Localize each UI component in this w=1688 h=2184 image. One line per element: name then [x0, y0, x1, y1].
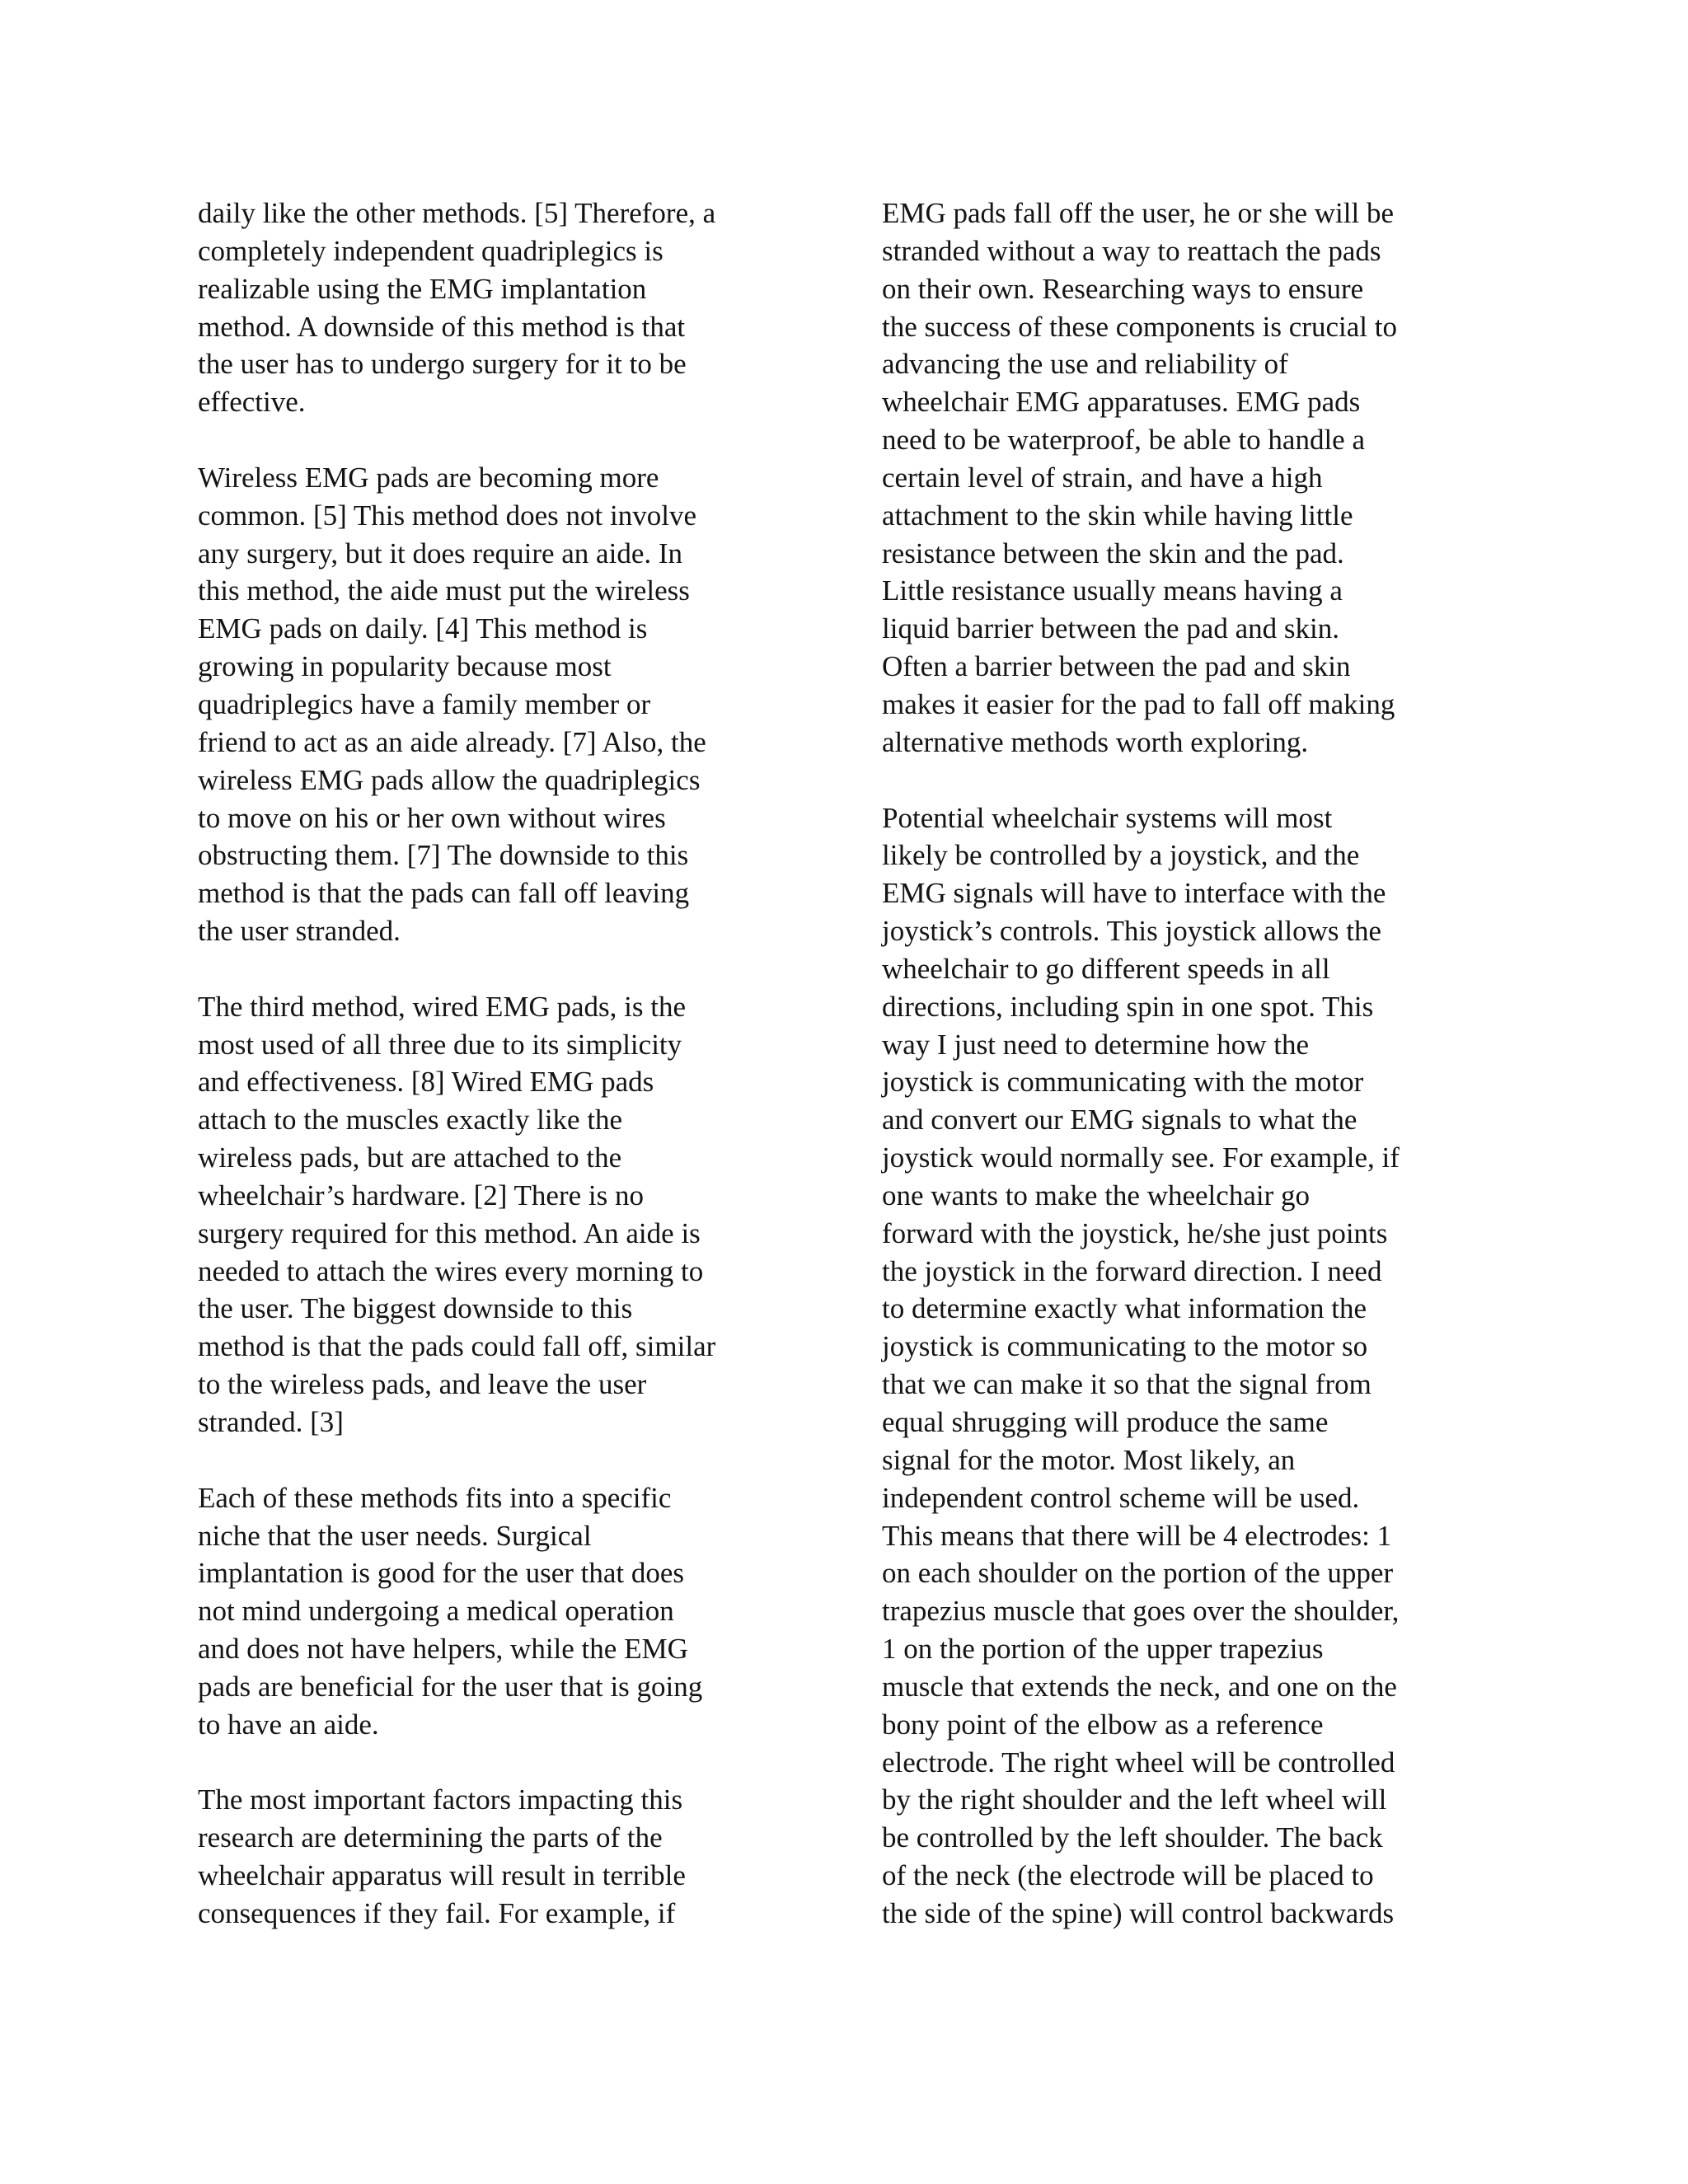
text-line: joystick is communicating with the motor [882, 1066, 1364, 1099]
text-line: effective. [198, 386, 306, 419]
text-line: certain level of strain, and have a high [882, 461, 1323, 494]
text-line: the joystick in the forward direction. I need [882, 1254, 1382, 1287]
text-line: wireless EMG pads allow the quadriplegics [198, 763, 701, 796]
text-line: and does not have helpers, while the EMG [198, 1633, 688, 1666]
text-line: advancing the use and reliability of [882, 348, 1288, 381]
text-line: consequences if they fail. For example, if [198, 1896, 676, 1929]
text-line: Wireless EMG pads are becoming more [198, 461, 659, 494]
text-line: that we can make it so that the signal from [882, 1368, 1372, 1401]
text-line: the user has to undergo surgery for it to be [198, 348, 687, 381]
text-line: research are determining the parts of the [198, 1821, 663, 1854]
text-line: method. A downside of this method is that [198, 310, 686, 343]
text-line: wheelchair EMG apparatuses. EMG pads [882, 386, 1361, 419]
text-line: 1 on the portion of the upper trapezius [882, 1633, 1324, 1666]
text-line: Potential wheelchair systems will most [882, 801, 1333, 834]
text-line: joystick is communicating to the motor so [882, 1330, 1368, 1363]
paragraph [198, 194, 791, 421]
text-line: method is that the pads can fall off leaving [198, 877, 690, 910]
text-line: resistance between the skin and the pad. [882, 537, 1344, 569]
text-line: not mind undergoing a medical operation [198, 1595, 674, 1628]
text-line: forward with the joystick, he/she just points [882, 1216, 1388, 1249]
right-text-column [882, 194, 1475, 1933]
text-line: on each shoulder on the portion of the upper [882, 1557, 1394, 1590]
text-line: and effectiveness. [8] Wired EMG pads [198, 1066, 654, 1099]
text-line: friend to act as an aide already. [7] Also, the [198, 725, 706, 758]
paragraph [882, 194, 1475, 762]
text-line: liquid barrier between the pad and skin. [882, 612, 1339, 645]
text-line: to determine exactly what information the [882, 1292, 1367, 1325]
text-line: makes it easier for the pad to fall off making [882, 687, 1395, 720]
text-line: independent control scheme will be used. [882, 1481, 1360, 1514]
text-line: the success of these components is crucial to [882, 310, 1397, 343]
paragraph [198, 1479, 791, 1744]
text-line: Often a barrier between the pad and skin [882, 650, 1351, 683]
text-line: surgery required for this method. An aide is [198, 1216, 701, 1249]
text-line: wheelchair’s hardware. [2] There is no [198, 1179, 644, 1212]
text-line: way I just need to determine how the [882, 1028, 1310, 1061]
text-line: EMG pads fall off the user, he or she will be [882, 197, 1394, 229]
text-line: to move on his or her own without wires [198, 801, 666, 834]
text-line: implantation is good for the user that does [198, 1557, 685, 1590]
text-line: daily like the other methods. [5] Therefore, a [198, 197, 716, 229]
text-line: to have an aide. [198, 1708, 379, 1741]
text-line: any surgery, but it does require an aide. In [198, 537, 683, 569]
text-line: Little resistance usually means having a [882, 574, 1343, 607]
text-line: directions, including spin in one spot. This [882, 990, 1374, 1023]
text-line: signal for the motor. Most likely, an [882, 1443, 1296, 1476]
text-line: needed to attach the wires every morning to [198, 1254, 704, 1287]
text-line: by the right shoulder and the left wheel will [882, 1783, 1387, 1816]
text-line: This means that there will be 4 electrodes: 1 [882, 1519, 1392, 1552]
text-line: obstructing them. [7] The downside to this [198, 839, 689, 872]
text-line: EMG pads on daily. [4] This method is [198, 612, 648, 645]
text-line: and convert our EMG signals to what the [882, 1104, 1357, 1137]
text-line: stranded. [3] [198, 1406, 344, 1438]
text-line: alternative methods worth exploring. [882, 725, 1309, 758]
text-line: realizable using the EMG implantation [198, 272, 647, 305]
text-line: most used of all three due to its simplicity [198, 1028, 682, 1061]
paragraph [198, 459, 791, 950]
text-line: on their own. Researching ways to ensure [882, 272, 1364, 305]
text-line: this method, the aide must put the wireless [198, 574, 690, 607]
text-line: likely be controlled by a joystick, and the [882, 839, 1360, 872]
paragraph [198, 1781, 791, 1932]
text-line: one wants to make the wheelchair go [882, 1179, 1310, 1212]
text-line: The third method, wired EMG pads, is the [198, 990, 686, 1023]
text-line: need to be waterproof, be able to handle a [882, 424, 1365, 457]
text-line: wireless pads, but are attached to the [198, 1141, 622, 1174]
text-line: pads are beneficial for the user that is going [198, 1670, 703, 1703]
text-line: be controlled by the left shoulder. The back [882, 1821, 1383, 1854]
text-line: common. [5] This method does not involve [198, 499, 696, 532]
text-line: niche that the user needs. Surgical [198, 1519, 592, 1552]
text-line: Each of these methods fits into a specific [198, 1481, 672, 1514]
text-line: bony point of the elbow as a reference [882, 1708, 1324, 1741]
text-line: EMG signals will have to interface with the [882, 877, 1386, 910]
text-line: stranded without a way to reattach the pads [882, 234, 1381, 267]
text-line: joystick would normally see. For example, if [882, 1141, 1400, 1174]
text-line: completely independent quadriplegics is [198, 234, 663, 267]
paragraph [198, 988, 791, 1441]
text-line: method is that the pads could fall off, similar [198, 1330, 716, 1363]
text-line: wheelchair apparatus will result in terrible [198, 1859, 686, 1892]
text-line: wheelchair to go different speeds in all [882, 952, 1330, 985]
text-line: The most important factors impacting this [198, 1783, 683, 1816]
text-line: the side of the spine) will control backwards [882, 1896, 1395, 1929]
paragraph [882, 799, 1475, 1933]
text-line: muscle that extends the neck, and one on the [882, 1670, 1397, 1703]
text-line: to the wireless pads, and leave the user [198, 1368, 647, 1401]
text-line: equal shrugging will produce the same [882, 1406, 1329, 1438]
text-line: electrode. The right wheel will be controlled [882, 1746, 1395, 1779]
text-line: attach to the muscles exactly like the [198, 1104, 623, 1137]
text-line: quadriplegics have a family member or [198, 687, 651, 720]
text-line: the user. The biggest downside to this [198, 1292, 633, 1325]
text-line: joystick’s controls. This joystick allows the [882, 915, 1381, 948]
text-line: growing in popularity because most [198, 650, 612, 683]
text-line: of the neck (the electrode will be placed to [882, 1859, 1374, 1892]
text-line: trapezius muscle that goes over the shoulder, [882, 1595, 1400, 1628]
left-text-column [198, 194, 791, 1933]
text-line: the user stranded. [198, 915, 401, 948]
text-line: attachment to the skin while having little [882, 499, 1353, 532]
